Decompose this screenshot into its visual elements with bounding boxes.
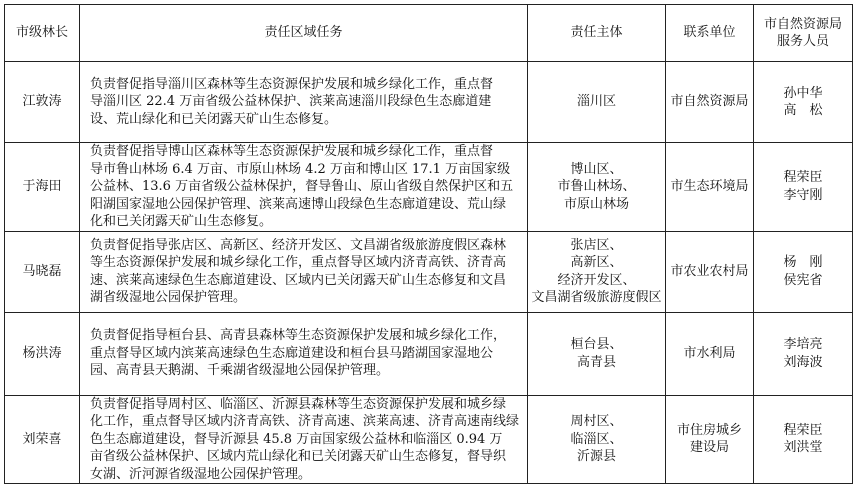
task-line: 化和已关闭露天矿山生态修复。 (90, 214, 273, 229)
task-line: 化工作，重点督导区域内济青高铁、济青高速、滨莱高速、济青高速南线绿 (90, 414, 520, 429)
unit-line: 市水利局 (683, 345, 736, 361)
table-row (5, 62, 853, 143)
staff-cell (754, 312, 853, 395)
unit-cell (666, 395, 754, 484)
unit-line: 市农业农村局 (670, 263, 749, 279)
table-row (5, 231, 853, 312)
leader-cell: 马晓磊 (5, 231, 80, 312)
subject-line: 经济开发区、 (557, 272, 636, 288)
task-line: 湖省级湿地公园保护管理。 (90, 290, 247, 305)
task-cell (80, 143, 528, 232)
staff-line: 程荣臣 (783, 170, 823, 186)
table-row (5, 395, 853, 484)
leader-cell: 江敦涛 (5, 62, 80, 143)
task-line: 导市鲁山林场 6.4 万亩、市原山林场 4.2 万亩和博山区 17.1 万亩国家级 (90, 161, 511, 177)
task-line: 负责督促指导淄川区森林等生态资源保护发展和城乡绿化工作，重点督 (90, 76, 494, 92)
subject-line: 沂源县 (576, 449, 616, 464)
unit-cell (666, 231, 754, 312)
header-staff (754, 5, 853, 62)
subject-line: 张店区、 (570, 237, 623, 253)
task-line: 负责督促指导周村区、临淄区、沂源县森林等生态资源保护发展和城乡绿 (90, 396, 507, 412)
task-cell (80, 312, 528, 395)
unit-cell (666, 62, 754, 143)
unit-line: 建设局 (689, 440, 729, 456)
task-line: 阳湖国家湿地公园保护管理、滨莱高速博山段绿色生态廊道建设、荒山绿 (90, 196, 507, 212)
header-staff-line: 服务人员 (776, 34, 829, 49)
leader-cell: 于海田 (5, 143, 80, 232)
subject-cell (528, 231, 666, 312)
staff-cell (754, 395, 853, 484)
subject-line: 高青县 (576, 354, 616, 370)
staff-line: 孙中华 (783, 85, 823, 101)
task-line: 导淄川区 22.4 万亩省级公益林保护、滨莱高速淄川段绿色生态廊道建 (90, 94, 492, 110)
task-line: 重点督导区域内滨莱高速绿色生态廊道建设和桓台县马踏湖国家湿地公 (90, 345, 494, 361)
header-subject: 责任主体 (528, 5, 666, 62)
staff-cell (754, 231, 853, 312)
leader-cell: 杨洪涛 (5, 312, 80, 395)
staff-line: 高 松 (783, 103, 823, 118)
header-staff-line: 市自然资源局 (763, 16, 842, 32)
subject-line: 高新区、 (570, 255, 623, 270)
unit-cell (666, 312, 754, 395)
task-line: 园、高青县天鹅湖、千乘湖省级湿地公园保护管理。 (90, 363, 390, 379)
leader-cell: 刘荣喜 (5, 395, 80, 484)
table-row (5, 312, 853, 395)
staff-line: 刘洪堂 (783, 440, 823, 456)
subject-line: 淄川区 (576, 94, 616, 110)
subject-cell (528, 395, 666, 484)
header-leader: 市级林长 (5, 5, 80, 62)
subject-cell (528, 143, 666, 232)
task-line: 负责督促指导桓台县、高青县森林等生态资源保护发展和城乡绿化工作， (90, 328, 507, 344)
forest-chief-table (4, 4, 853, 484)
task-cell (80, 395, 528, 484)
task-line: 公益林、13.6 万亩省级公益林保护，督导鲁山、原山省级自然保护区和五 (90, 179, 514, 194)
task-line: 色生态廊道建设，督导沂源县 45.8 万亩国家级公益林和临淄区 0.94 万 (90, 431, 503, 447)
subject-cell (528, 312, 666, 395)
header-task: 责任区域任务 (80, 5, 528, 62)
task-cell (80, 231, 528, 312)
staff-line: 程荣臣 (783, 422, 823, 438)
unit-line: 市住房城乡 (676, 422, 742, 438)
subject-line: 周村区、 (570, 414, 623, 429)
staff-line: 李培亮 (783, 337, 823, 352)
task-line: 负责督促指导博山区森林等生态资源保护发展和城乡绿化工作，重点督 (90, 144, 494, 159)
task-line: 负责督促指导张店区、高新区、经济开发区、文昌湖省级旅游度假区森林 (90, 237, 507, 253)
staff-cell (754, 143, 853, 232)
header-unit: 联系单位 (666, 5, 754, 62)
staff-line: 杨 刚 (783, 255, 823, 270)
subject-line: 文昌湖省级旅游度假区 (531, 290, 662, 305)
staff-cell (754, 62, 853, 143)
task-line: 等生态资源保护发展和城乡绿化工作，重点督导区域内济青高铁、济青高 (90, 255, 507, 270)
task-line: 女湖、沂河源省级湿地公园保护管理。 (90, 466, 312, 482)
task-cell (80, 62, 528, 143)
staff-line: 刘海波 (783, 354, 823, 370)
unit-line: 市自然资源局 (670, 94, 749, 110)
task-line: 亩省级公益林保护、区域内荒山绿化和已关闭露天矿山生态修复，督导织 (90, 449, 507, 464)
subject-line: 博山区、 (570, 161, 623, 177)
staff-line: 李守刚 (783, 187, 823, 203)
subject-line: 桓台县、 (570, 337, 623, 352)
subject-cell (528, 62, 666, 143)
subject-line: 市原山林场 (563, 196, 629, 212)
task-line: 速、滨莱高速绿色生态廊道建设、区域内已关闭露天矿山生态修复和文昌 (90, 272, 507, 288)
task-line: 设、荒山绿化和已关闭露天矿山生态修复。 (90, 111, 338, 127)
unit-line: 市生态环境局 (670, 179, 749, 194)
staff-line: 侯宪省 (783, 272, 823, 288)
subject-line: 市鲁山林场、 (557, 179, 636, 194)
subject-line: 临淄区、 (570, 431, 623, 447)
unit-cell (666, 143, 754, 232)
table-row (5, 143, 853, 232)
header-row (5, 5, 853, 62)
